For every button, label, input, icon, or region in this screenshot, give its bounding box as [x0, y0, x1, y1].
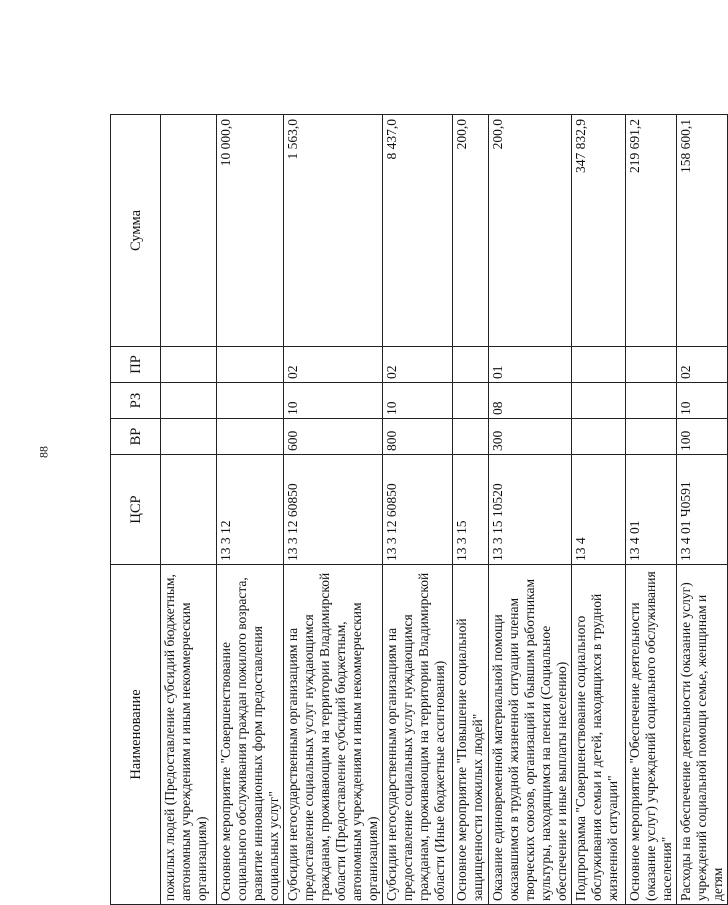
table-row: [453, 115, 489, 905]
row-rz: 08: [489, 383, 572, 419]
row-csr: 13 4 01 Ч0591: [677, 455, 728, 565]
row-pr: [161, 347, 217, 383]
row-sum: 158 600,1: [677, 115, 728, 347]
header-sum: Сумма: [111, 115, 161, 347]
row-name: Субсидии негосударственным организациям на предоставление социальных услуг нуждающимся гражданам, проживающим на территории Владимирской области (Предоставление субсидий бюджетным, автономным учреждениям и иным некоммерческим организациям): [284, 565, 383, 905]
budget-table: [110, 114, 728, 905]
table-row: [677, 115, 728, 905]
row-pr: [626, 347, 677, 383]
row-rz: 10: [677, 383, 728, 419]
row-rz: [626, 383, 677, 419]
row-csr: 13 3 15 10520: [489, 455, 572, 565]
row-vr: [572, 419, 626, 455]
row-rz: [217, 383, 284, 419]
row-rz: 10: [284, 383, 383, 419]
header-rz: РЗ: [111, 383, 161, 419]
table-row: [217, 115, 284, 905]
row-name: Оказание единовременной материальной помощи оказавшимся в трудной жизненной ситуации членам творческих союзов, организаций и бывшим работникам культуры, находящимся на пенсии (Социальное обеспечение и иные выплаты населению): [489, 565, 572, 905]
row-vr: [626, 419, 677, 455]
row-pr: 01: [489, 347, 572, 383]
row-vr: 300: [489, 419, 572, 455]
row-sum: 8 437,0: [383, 115, 453, 347]
row-sum: 347 832,9: [572, 115, 626, 347]
row-name: Основное мероприятие "Повышение социальной защищенности пожилых людей": [453, 565, 489, 905]
row-csr: 13 3 12 60850: [383, 455, 453, 565]
table-row: [383, 115, 453, 905]
row-rz: [572, 383, 626, 419]
row-pr: 02: [284, 347, 383, 383]
row-sum: 1 563,0: [284, 115, 383, 347]
header-vr: ВР: [111, 419, 161, 455]
row-name: Основное мероприятие "Обеспечение деятельности (оказание услуг) учреждений социального обслуживания населения": [626, 565, 677, 905]
table-row: [489, 115, 572, 905]
header-csr: ЦСР: [111, 455, 161, 565]
row-pr: 02: [383, 347, 453, 383]
row-vr: 100: [677, 419, 728, 455]
budget-table-rotated: [110, 115, 725, 905]
row-vr: [453, 419, 489, 455]
row-name: пожилых людей (Предоставление субсидий бюджетным, автономным учреждениям и иным некоммерческим организациям): [161, 565, 217, 905]
row-csr: 13 3 12 60850: [284, 455, 383, 565]
row-sum: 219 691,2: [626, 115, 677, 347]
row-vr: 800: [383, 419, 453, 455]
table-row: [572, 115, 626, 905]
row-name: Субсидии негосударственным организациям на предоставление социальных услуг нуждающимся гражданам, проживающим на территории Владимирской области (Иные бюджетные ассигнования): [383, 565, 453, 905]
row-vr: [217, 419, 284, 455]
table-row: [284, 115, 383, 905]
row-pr: [572, 347, 626, 383]
row-vr: [161, 419, 217, 455]
header-row: [111, 115, 161, 905]
page-number: 88: [36, 446, 51, 458]
row-sum: 200,0: [453, 115, 489, 347]
row-rz: 10: [383, 383, 453, 419]
table-row: [161, 115, 217, 905]
row-pr: [453, 347, 489, 383]
row-csr: [161, 455, 217, 565]
row-rz: [453, 383, 489, 419]
row-csr: 13 4 01: [626, 455, 677, 565]
row-sum: [161, 115, 217, 347]
row-name: Подпрограмма "Совершенствование социального обслуживания семьи и детей, находящихся в трудной жизненной ситуации": [572, 565, 626, 905]
header-pr: ПР: [111, 347, 161, 383]
header-name: Наименование: [111, 565, 161, 905]
row-rz: [161, 383, 217, 419]
table-row: [626, 115, 677, 905]
row-pr: 02: [677, 347, 728, 383]
row-sum: 10 000,0: [217, 115, 284, 347]
row-pr: [217, 347, 284, 383]
row-vr: 600: [284, 419, 383, 455]
row-csr: 13 4: [572, 455, 626, 565]
row-name: Расходы на обеспечение деятельности (оказание услуг) учреждений социальной помощи семье, женщинам и детям: [677, 565, 728, 905]
row-csr: 13 3 15: [453, 455, 489, 565]
row-name: Основное мероприятие "Совершенствование социального обслуживания граждан пожилого возраста, развитие инновационных форм предоставления социальных услуг": [217, 565, 284, 905]
row-csr: 13 3 12: [217, 455, 284, 565]
row-sum: 200,0: [489, 115, 572, 347]
